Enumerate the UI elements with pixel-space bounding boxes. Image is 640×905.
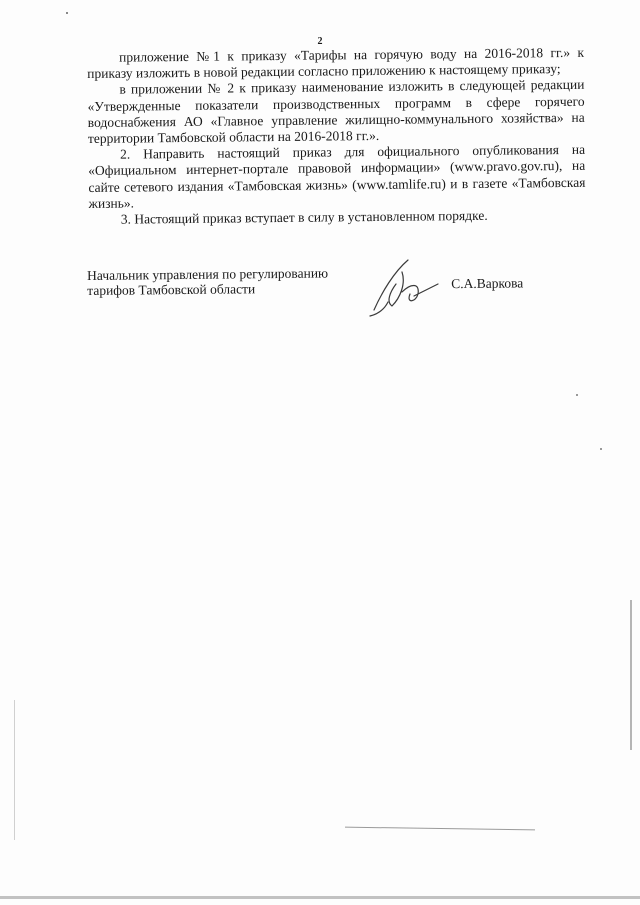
document-body [87,45,586,228]
signer-name: С.А.Варкова [451,275,524,292]
left-edge-noise [14,700,15,840]
handwritten-signature [366,254,446,324]
scan-dot [600,448,602,450]
paragraph-publication: 2. Направить настоящий приказ для официального опубликования на «Официальном интернет-портале правовой информации» (www.pravo.gov.ru), на сайте сетевого издания «Тамбовская жизнь» (www.tamlife.ru) и в газете «Тамбовская жизнь». [88,142,586,211]
scan-dot [576,394,578,396]
paragraph-effective: 3. Настоящий приказ вступает в силу в установленном порядке. [120,207,488,227]
signer-title-line-1: Начальник управления по регулированию [87,265,329,283]
footer-rule [345,827,535,831]
right-edge-shadow [630,600,632,750]
paragraph-appendix-2: в приложении № 2 к приказу наименование изложить в следующей редакции «Утвержденные показатели производственных программ в сфере горячего водоснабжения АО «Главное управление жилищно-коммунального хозяйства» на территории Тамбовской области на 2016-2018 гг.». [87,77,585,147]
page-number: 2 [317,36,323,47]
bottom-edge-shadow [0,896,640,899]
paragraph-appendix-1: приложение №1 к приказу «Тарифы на горячую воду на 2016-2018 гг.» к приказу изложить в новой редакции согласно приложению к настоящему приказу; [87,44,585,82]
scan-dot [66,12,68,14]
signer-title-line-2: тарифов Тамбовской области [87,281,256,298]
signer-title [87,265,367,298]
signature-block [87,263,558,338]
